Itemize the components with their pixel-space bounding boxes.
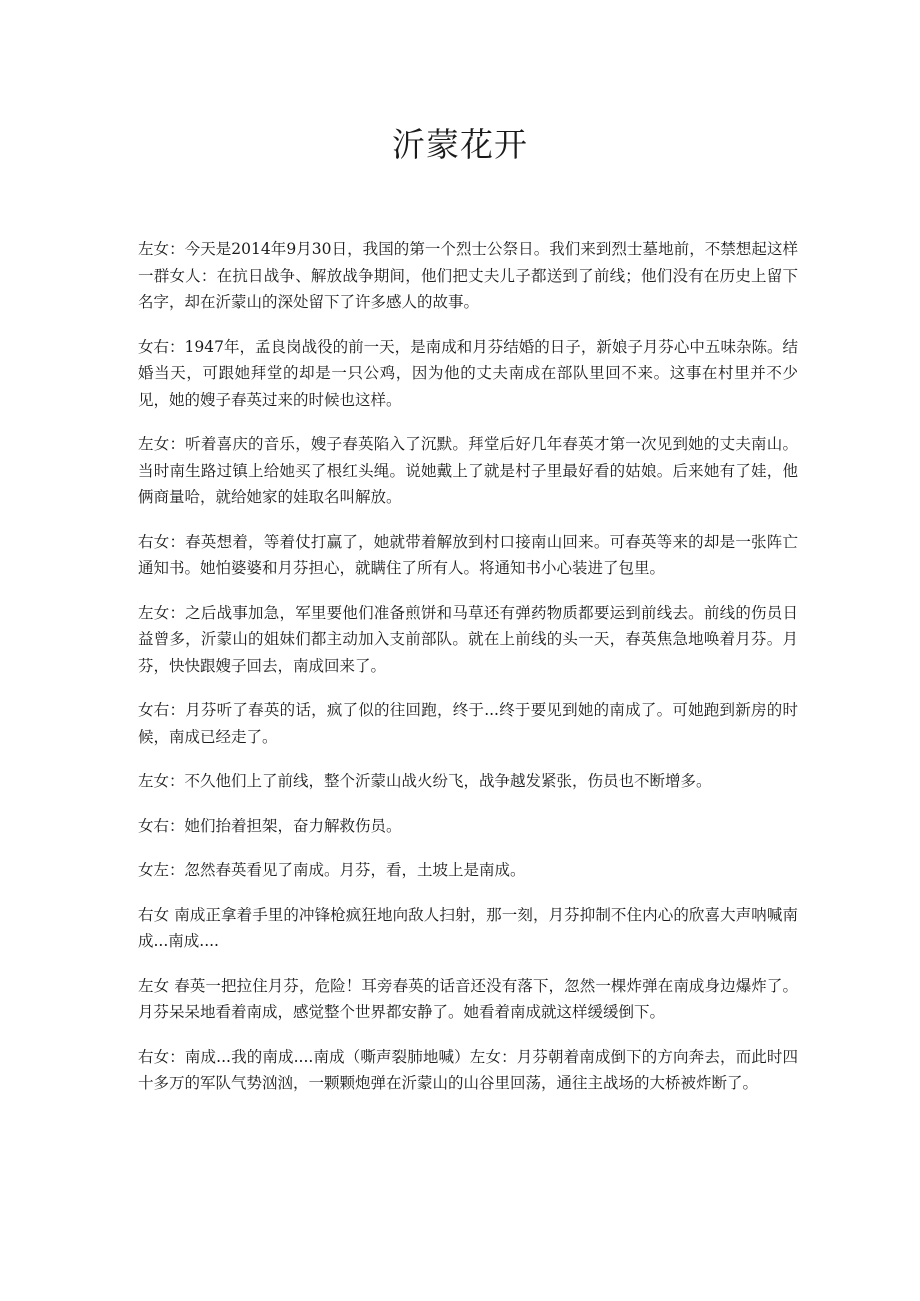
paragraph: 左女 春英一把拉住月芬，危险！耳旁春英的话音还没有落下，忽然一棵炸弹在南成身边爆炸了。月芬呆呆地看着南成，感觉整个世界都安静了。她看着南成就这样缓缓倒下。 [138, 976, 798, 1021]
paragraph: 女右：月芬听了春英的话，疯了似的往回跑，终于...终于要见到她的南成了。可她跑到新房的时候，南成已经走了。 [138, 701, 798, 746]
paragraph: 左女：听着喜庆的音乐，嫂子春英陷入了沉默。拜堂后好几年春英才第一次见到她的丈夫南山。当时南生路过镇上给她买了根红头绳。说她戴上了就是村子里最好看的姑娘。后来她有了娃，他俩商量哈，就给她家的娃取名叫解放。 [138, 435, 798, 506]
paragraph: 左女：不久他们上了前线，整个沂蒙山战火纷飞，战争越发紧张，伤员也不断增多。 [138, 772, 712, 790]
paragraph: 右女：春英想着，等着仗打赢了，她就带着解放到村口接南山回来。可春英等来的却是一张阵亡通知书。她怕婆婆和月芬担心，就瞒住了所有人。将通知书小心装进了包里。 [138, 532, 798, 577]
paragraph: 女右：1947年，孟良岗战役的前一天，是南成和月芬结婚的日子，新娘子月芬心中五味杂陈。结婚当天，可跟她拜堂的却是一只公鸡，因为他的丈夫南成在部队里回不来。这事在村里并不少见，她的嫂子春英过来的时候也这样。 [138, 337, 798, 409]
paragraph: 右女 南成正拿着手里的冲锋枪疯狂地向敌人扫射，那一刻，月芬抑制不住内心的欣喜大声呐喊南成...南成.... [138, 905, 798, 950]
paragraph: 左女：之后战事加急，军里要他们准备煎饼和马草还有弹药物质都要运到前线去。前线的伤员日益曾多，沂蒙山的姐妹们都主动加入支前部队。就在上前线的头一天，春英焦急地唤着月芬。月芬，快快跟嫂子回去，南成回来了。 [138, 603, 798, 675]
paragraph: 左女：今天是2014年9月30日，我国的第一个烈士公祭日。我们来到烈士墓地前，不禁想起这样一群女人：在抗日战争、解放战争期间，他们把丈夫儿子都送到了前线；他们没有在历史上留下名字，却在沂蒙山的深处留下了许多感人的故事。 [138, 240, 798, 311]
paragraph: 女左：忽然春英看见了南成。月芬，看，土坡上是南成。 [138, 861, 526, 879]
document-body [138, 236, 798, 1115]
document-title: 沂蒙花开 [392, 125, 528, 164]
paragraph: 右女：南成...我的南成....南成（嘶声裂肺地喊）左女：月芬朝着南成倒下的方向奔去，而此时四十多万的军队气势汹汹，一颗颗炮弹在沂蒙山的山谷里回荡，通往主战场的大桥被炸断了。 [138, 1047, 798, 1092]
paragraph: 女右：她们抬着担架，奋力解救伤员。 [138, 816, 402, 835]
